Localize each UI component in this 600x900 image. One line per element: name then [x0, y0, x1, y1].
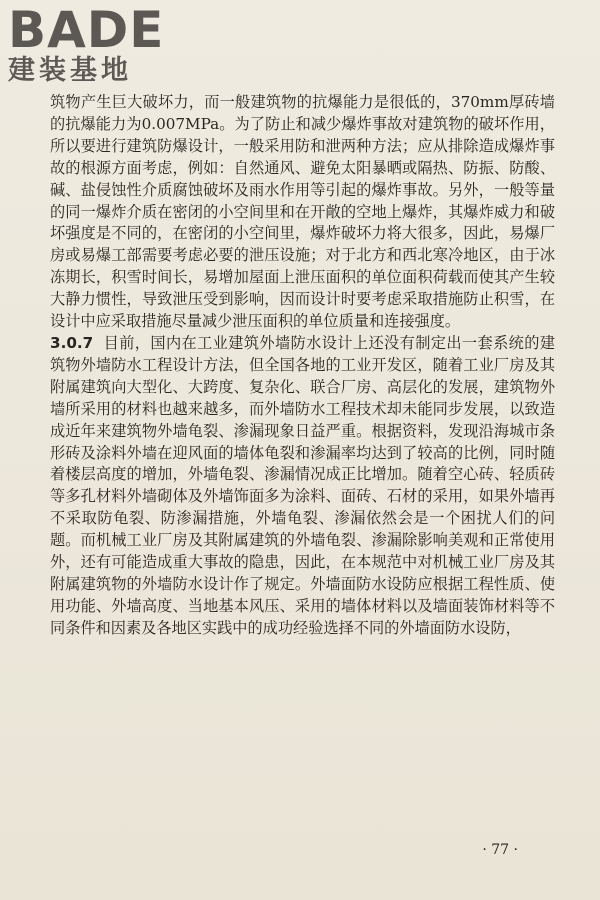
clause-number: 3.0.7: [50, 333, 94, 352]
page-number: · 77 ·: [482, 842, 518, 858]
logo: [8, 1, 165, 86]
logo-subtitle: 建装基地: [8, 55, 132, 86]
logo-mark: BADE: [8, 1, 165, 59]
body-text: [50, 92, 555, 640]
clause-text: 目前，国内在工业建筑外墙防水设计上还没有制定出一套系统的建筑物外墙防水工程设计方法，但全国各地的工业开发区，随着工业厂房及其附属建筑向大型化、大跨度、复杂化、联合厂房、高层化的发展，建筑物外墙所采用的材料也越来越多，而外墙防水工程技术却未能同步发展，以致造成近年来建筑物外墙龟裂、渗漏现象日益严重。根据资料，发现沿海城市条形砖及涂料外墙在迎风面的墙体龟裂和渗漏率均达到了较高的比例，同时随着楼层高度的增加，外墙龟裂、渗漏情况成正比增加。随着空心砖、轻质砖等多孔材料外墙砌体及外墙饰面多为涂料、面砖、石材的采用，如果外墙再不采取防龟裂、防渗漏措施，外墙龟裂、渗漏依然会是一个困扰人们的问题。而机械工业厂房及其附属建筑的外墙龟裂、渗漏除影响美观和正常使用外，还有可能造成重大事故的隐患，因此，在本规范中对机械工业厂房及其附属建筑物的外墙防水设计作了规定。外墙面防水设防应根据工程性质、使用功能、外墙高度、当地基本风压、采用的墙体材料以及墙面装饰材料等不同条件和因素及各地区实践中的成功经验选择不同的外墙面防水设防，: [50, 333, 555, 637]
clause-paragraph: [50, 333, 555, 640]
paragraph: 筑物产生巨大破坏力，而一般建筑物的抗爆能力是很低的，370mm厚砖墙的抗爆能力为0.007MPa。为了防止和减少爆炸事故对建筑物的破坏作用，所以要进行建筑防爆设计，一般采用防和泄两种方法；应从排除造成爆炸事故的根源方面考虑，例如：自然通风、避免太阳暴晒或隔热、防振、防酸、碱、盐侵蚀性介质腐蚀破坏及雨水作用等引起的爆炸事故。另外，一般等量的同一爆炸介质在密闭的小空间里和在开敞的空地上爆炸，其爆炸威力和破坏强度是不同的，在密闭的小空间里，爆炸破坏力将大很多，因此，易爆厂房或易爆工部需要考虑必要的泄压设施；对于北方和西北寒冷地区，由于冰冻期长，积雪时间长，易增加屋面上泄压面积的单位面积荷载而使其产生较大静力惯性，导致泄压受到影响，因而设计时要考虑采取措施防止积雪，在设计中应采取措施尽量减少泄压面积的单位质量和连接强度。: [50, 93, 555, 331]
